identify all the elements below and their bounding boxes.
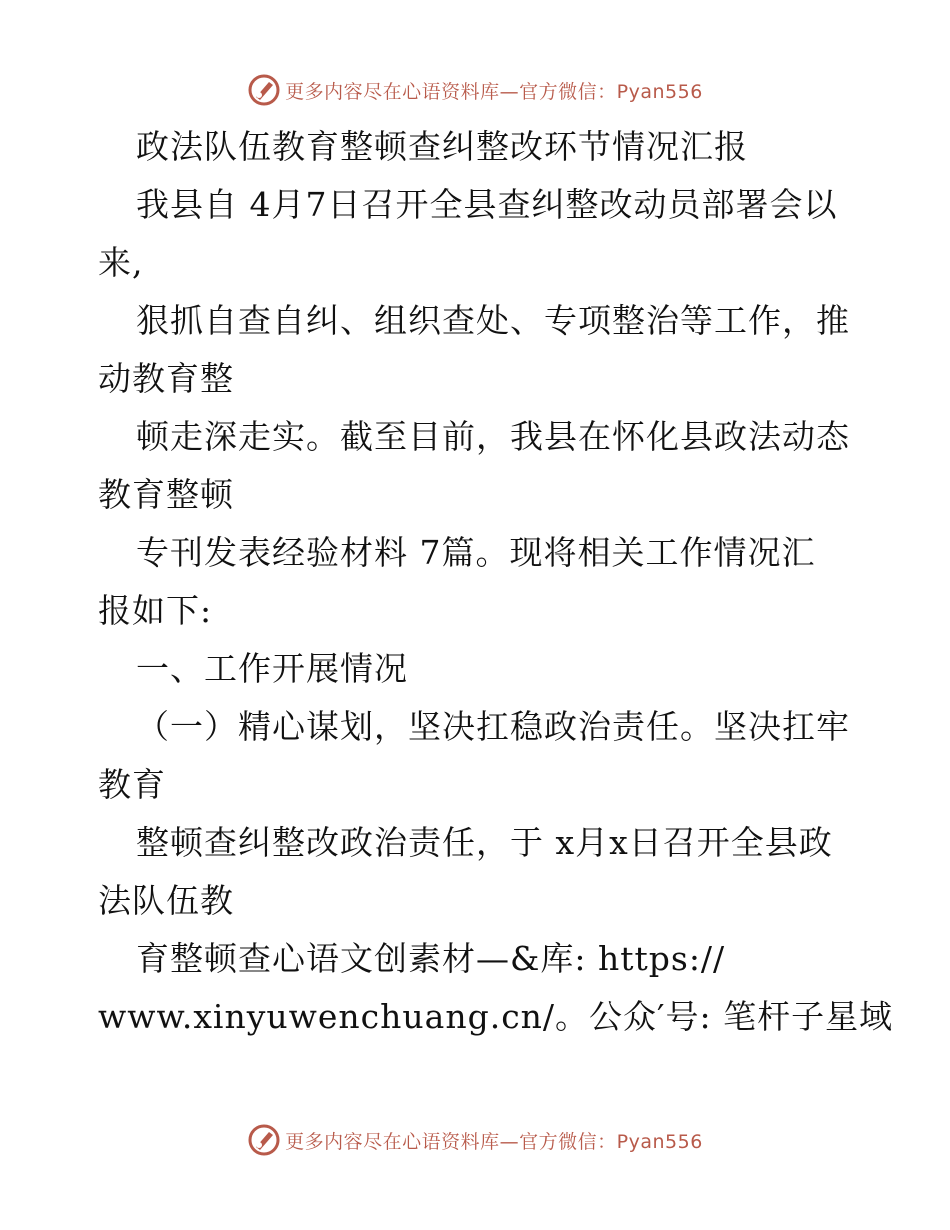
subsection-heading: （一）精心谋划，坚决扛稳政治责任。坚决扛牢 [136,707,850,746]
paragraph-line: 狠抓自查自纠、组织查处、专项整治等工作，推 [136,301,850,340]
section-heading: 一、工作开展情况 [136,649,408,688]
paragraph-line: 专刊发表经验材料 7篇。现将相关工作情况汇 [136,533,816,572]
paragraph-line: 教育整顿 [98,475,234,514]
footer-banner-text: 更多内容尽在心语资料库—官方微信：Pyan556 [285,1130,703,1153]
paragraph-line: 教育 [98,765,166,804]
header-banner-text: 更多内容尽在心语资料库—官方微信：Pyan556 [285,80,703,103]
pen-circle-logo-icon [247,1123,281,1157]
paragraph-line: 整顿查纠整改政治责任，于 x月x日召开全县政 [136,823,833,862]
paragraph-line: 我县自 4月7日召开全县查纠整改动员部署会以 [136,185,838,224]
document-title: 政法队伍教育整顿查纠整改环节情况汇报 [136,127,748,166]
paragraph-line: 顿走深走实。截至目前，我县在怀化县政法动态 [136,417,850,456]
header-banner [0,70,950,110]
paragraph-line: 报如下: [98,591,213,630]
footer-banner [0,1120,950,1160]
paragraph-line: 育整顿查心语文创素材—&库: https:// [136,939,726,978]
document-body [98,118,894,1046]
paragraph-line: 法队伍教 [98,881,234,920]
paragraph-line: www.xinyuwenchuang.cn/。公众′号: 笔杆子星域 [98,997,894,1036]
paragraph-line: 动教育整 [98,359,234,398]
pen-circle-logo-icon [247,73,281,107]
paragraph-line: 来, [98,243,144,282]
